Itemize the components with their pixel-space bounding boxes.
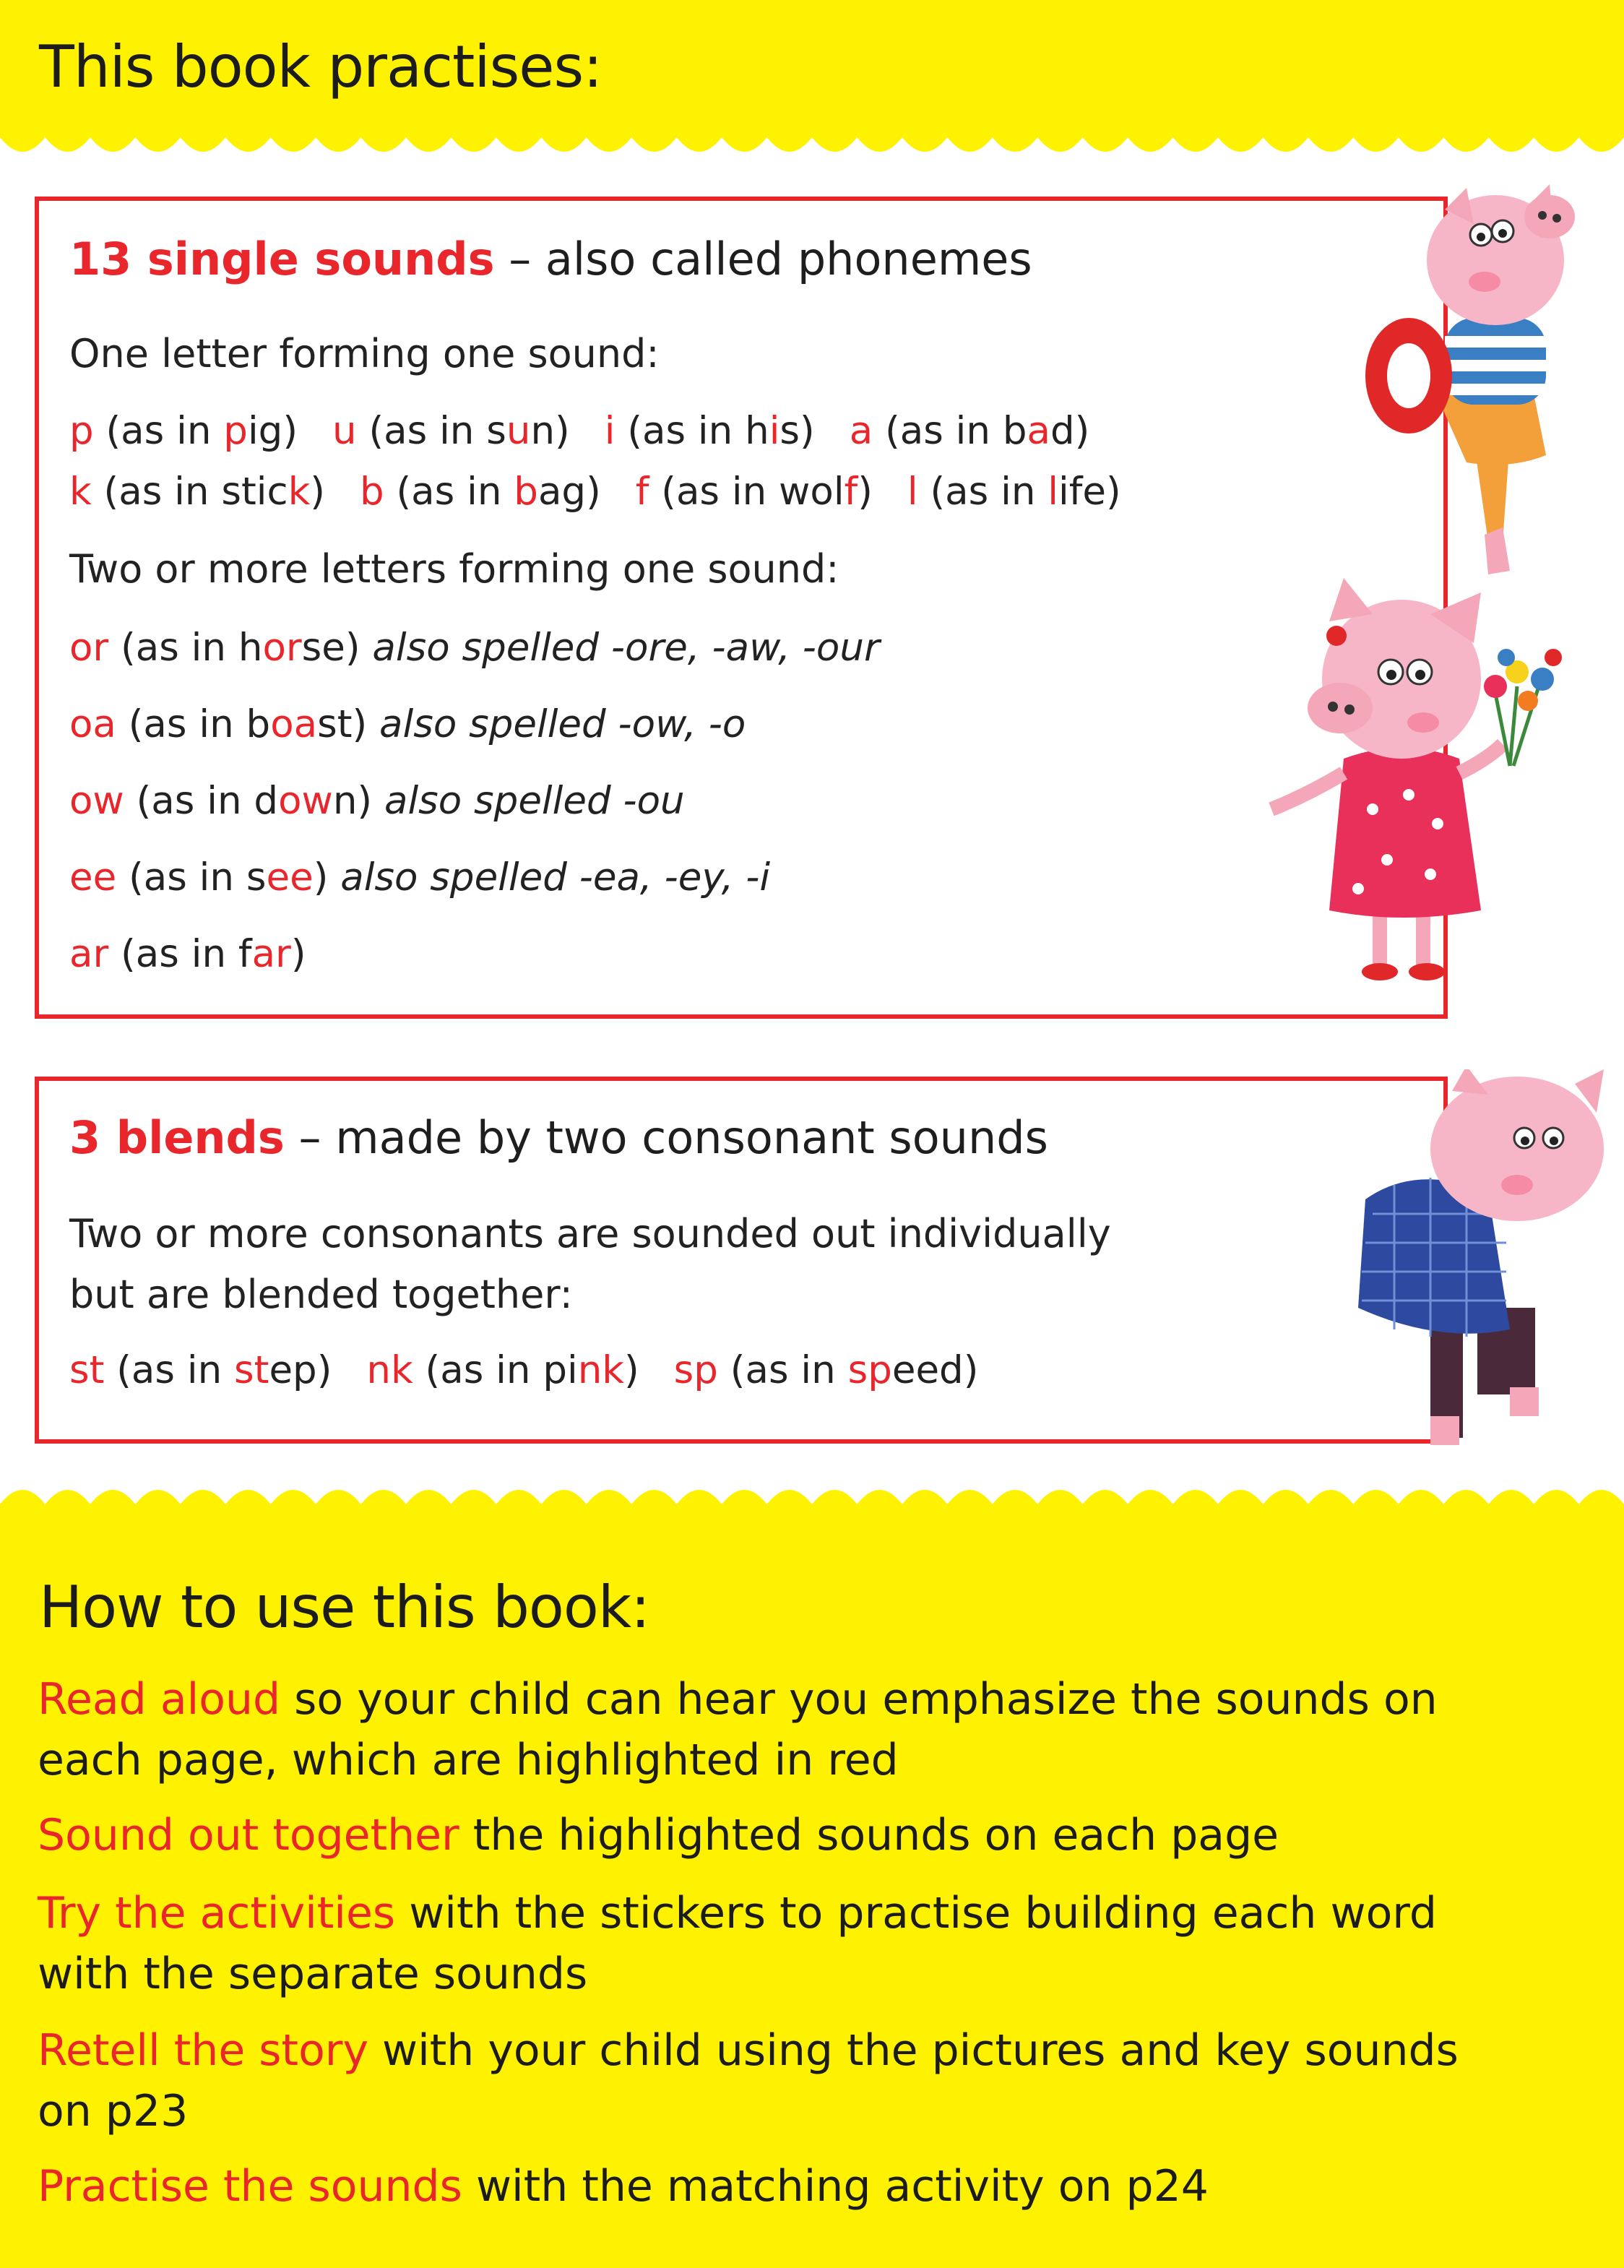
one-letter-label: One letter forming one sound: (69, 331, 660, 376)
phoneme-example-close: ) (800, 409, 815, 453)
how-to-item (38, 1669, 1482, 1790)
phoneme-example-prefix: (as in s (356, 409, 506, 453)
digraph-example-suffix: st) (317, 702, 368, 746)
digraph-example-prefix: (as in b (116, 702, 271, 746)
phoneme-example-close: ) (858, 470, 873, 514)
blends-title: 3 blends – made by two consonant sounds (69, 1111, 1048, 1164)
blend-example-prefix: (as in pi (413, 1348, 578, 1392)
phoneme-example-prefix: (as in (93, 409, 224, 453)
digraph-alternative-spellings: also spelled -ea, -ey, -i (328, 855, 771, 900)
phoneme-example-prefix: (as in wol (649, 470, 845, 514)
how-to-item-text: with the matching activity on p24 (462, 2161, 1209, 2212)
how-to-item-text: with the stickers to practise building each word with the separate sounds (38, 1888, 1437, 1999)
single-letter-row-2 (69, 470, 1121, 514)
how-to-item-lead: Retell the story (38, 2025, 368, 2076)
page-title: This book practises: (39, 33, 602, 100)
phoneme-example-suffix: ife (1058, 470, 1107, 514)
blend-example-close: ) (316, 1348, 332, 1392)
phoneme-example-close: ) (282, 409, 298, 453)
how-to-item (38, 1883, 1482, 2004)
digraph-symbol: ar (69, 932, 109, 976)
phoneme-example-prefix: (as in stic (91, 470, 288, 514)
phoneme-example-suffix: s (779, 409, 800, 453)
pig-in-jacket-illustration (1344, 1069, 1618, 1474)
phoneme-example-highlight: k (288, 470, 311, 514)
digraph-example-suffix: ) (290, 932, 306, 976)
phoneme-example-close: ) (586, 470, 601, 514)
phoneme-example-prefix: (as in h (615, 409, 769, 453)
how-to-item-lead: Sound out together (38, 1810, 459, 1860)
digraph-example-highlight: oa (270, 702, 318, 746)
phoneme-symbol: f (635, 470, 649, 514)
phoneme-example-close: ) (1074, 409, 1090, 453)
digraph-symbol: ow (69, 779, 124, 823)
digraph-alternative-spellings: also spelled -ow, -o (367, 702, 746, 746)
digraph-example-suffix: n) (332, 779, 373, 823)
phoneme-symbol: i (604, 409, 616, 453)
phoneme-example-suffix: d (1050, 409, 1075, 453)
two-letter-label: Two or more letters forming one sound: (69, 546, 839, 592)
digraph-example-highlight: ar (251, 932, 291, 976)
digraph-example-highlight: ow (278, 779, 333, 823)
blend-example-close: ) (963, 1348, 979, 1392)
single-letter-row-1 (69, 409, 1089, 453)
digraph-alternative-spellings: also spelled -ore, -aw, -our (360, 626, 880, 670)
pig-with-flowers-illustration (1264, 578, 1604, 997)
blends-row (69, 1348, 978, 1392)
phoneme-example-highlight: u (506, 409, 531, 453)
phoneme-example-suffix: n (530, 409, 556, 453)
phoneme-symbol: a (849, 409, 873, 453)
digraph-line (69, 779, 685, 823)
how-to-item-text: so your child can hear you emphasize the sounds on each page, which are highlighted in red (38, 1674, 1438, 1785)
blends-description-line-2: but are blended together: (69, 1272, 573, 1317)
digraph-example-highlight: ee (266, 855, 314, 900)
digraph-line (69, 855, 770, 900)
how-to-item-text: the highlighted sounds on each page (459, 1810, 1279, 1860)
digraph-example-prefix: (as in d (124, 779, 279, 823)
blend-example-prefix: (as in (104, 1348, 235, 1392)
phoneme-symbol: l (907, 470, 918, 514)
phoneme-example-prefix: (as in b (873, 409, 1027, 453)
phoneme-example-close: ) (555, 409, 570, 453)
single-sounds-title: 13 single sounds – also called phonemes (69, 233, 1032, 285)
phoneme-example-prefix: (as in (384, 470, 514, 514)
phoneme-example-highlight: b (514, 470, 538, 514)
blend-example-close: ) (623, 1348, 639, 1392)
how-to-heading: How to use this book: (39, 1574, 650, 1641)
phoneme-symbol: u (332, 409, 357, 453)
how-to-item-lead: Read aloud (38, 1674, 281, 1725)
blends-description-line-1: Two or more consonants are sounded out individually (69, 1211, 1111, 1256)
how-to-item-lead: Practise the sounds (38, 2161, 462, 2212)
blend-example-suffix: ep (269, 1348, 317, 1392)
how-to-item (38, 2156, 1482, 2217)
phoneme-example-highlight: i (769, 409, 780, 453)
blend-example-highlight: sp (847, 1348, 892, 1392)
phoneme-example-highlight: f (844, 470, 858, 514)
top-wave-edge (0, 108, 1624, 166)
phoneme-example-highlight: l (1048, 470, 1059, 514)
blend-example-highlight: st (234, 1348, 269, 1392)
phoneme-example-close: ) (310, 470, 325, 514)
phoneme-example-suffix: ag (537, 470, 587, 514)
bottom-wave-edge (0, 1475, 1624, 1533)
digraph-example-prefix: (as in f (108, 932, 252, 976)
digraph-alternative-spellings: also spelled -ou (372, 779, 685, 823)
digraph-symbol: or (69, 626, 109, 670)
digraph-example-prefix: (as in h (108, 626, 263, 670)
blend-symbol: nk (366, 1348, 413, 1392)
phoneme-example-suffix: ig (247, 409, 283, 453)
phoneme-example-highlight: a (1027, 409, 1050, 453)
pig-with-bag-illustration (1365, 181, 1589, 585)
how-to-item-text: with your child using the pictures and key sounds on p23 (38, 2025, 1459, 2137)
digraph-example-suffix: ) (313, 855, 329, 900)
digraph-line (69, 702, 746, 746)
digraph-example-suffix: se) (301, 626, 360, 670)
phoneme-symbol: k (69, 470, 92, 514)
how-to-item (38, 1805, 1482, 1866)
how-to-item (38, 2020, 1482, 2142)
digraph-symbol: oa (69, 702, 116, 746)
blend-symbol: sp (673, 1348, 718, 1392)
digraph-line (69, 626, 880, 670)
digraph-example-prefix: (as in s (116, 855, 267, 900)
digraph-symbol: ee (69, 855, 117, 900)
how-to-item-lead: Try the activities (38, 1888, 396, 1939)
blend-symbol: st (69, 1348, 105, 1392)
phoneme-example-prefix: (as in (917, 470, 1048, 514)
digraph-line (69, 932, 306, 976)
phoneme-symbol: b (359, 470, 384, 514)
blend-example-prefix: (as in (717, 1348, 848, 1392)
phoneme-example-close: ) (1106, 470, 1121, 514)
phoneme-symbol: p (69, 409, 94, 453)
blend-example-suffix: eed (891, 1348, 964, 1392)
digraph-example-highlight: or (262, 626, 302, 670)
blend-example-highlight: nk (577, 1348, 624, 1392)
phoneme-example-highlight: p (223, 409, 248, 453)
